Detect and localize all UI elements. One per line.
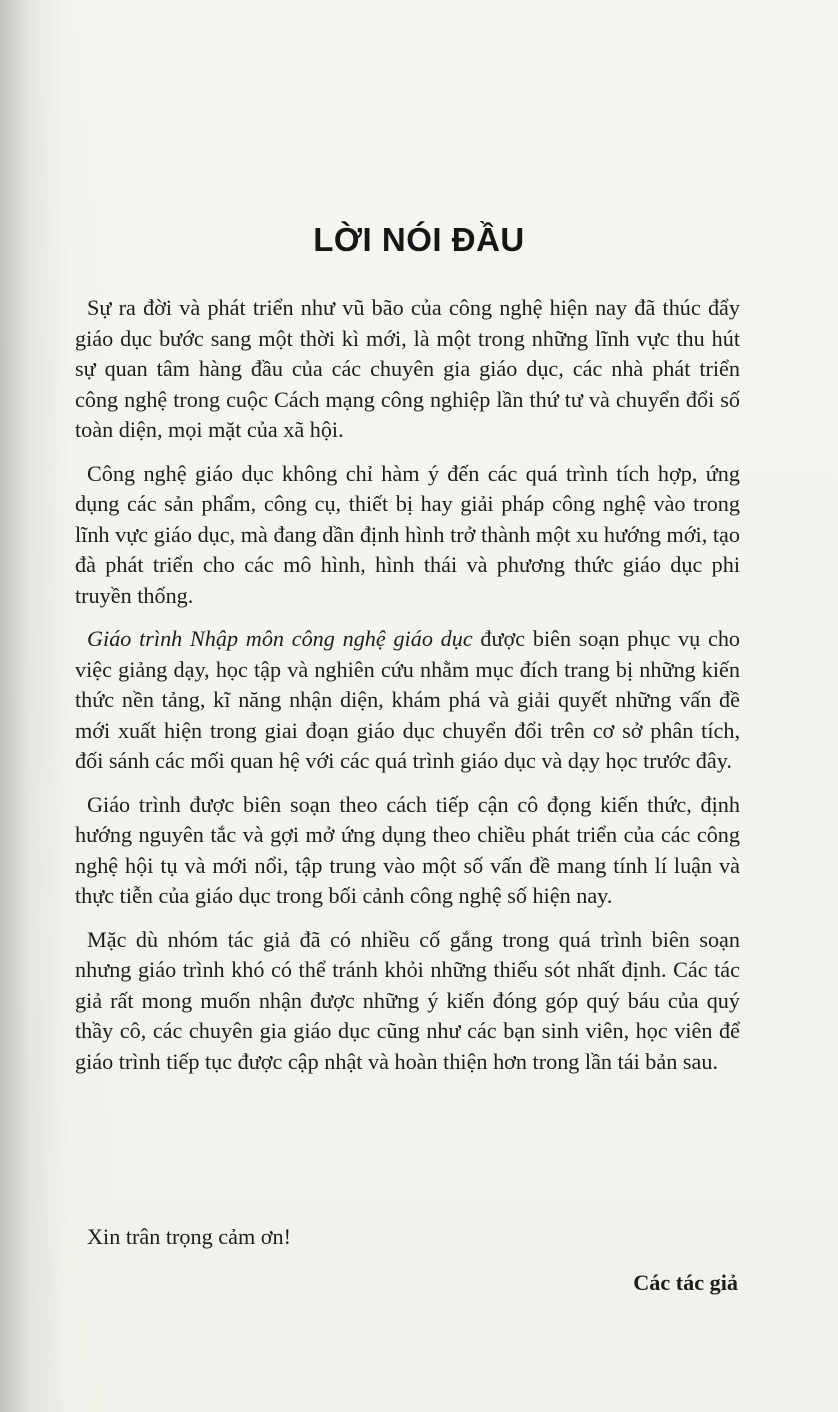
closing-line: Xin trân trọng cảm ơn! <box>87 1224 291 1249</box>
paragraph-5 <box>75 925 740 1078</box>
paragraph-3-text: được biên soạn phục vụ cho việc giảng dạy, học tập và nghiên cứu nhằm mục đích trang bị những kiến thức nền tảng, kĩ năng nhận diện, khám phá và giải quyết những vấn đề mới xuất hiện trong giai đoạn giáo dục chuyển đổi trên cơ sở phân tích, đối sánh các mối quan hệ với các quá trình giáo dục và dạy học trước đây. <box>75 626 741 773</box>
paragraph-1-text: Sự ra đời và phát triển như vũ bão của công nghệ hiện nay đã thúc đẩy giáo dục bước sang một thời kì mới, là một trong những lĩnh vực thu hút sự quan tâm hàng đầu của các chuyên gia giáo dục, các nhà phát triển công nghệ trong cuộc Cách mạng công nghiệp lần thứ tư và chuyển đổi số toàn diện, mọi mặt của xã hội. <box>75 295 740 442</box>
preface-body <box>75 293 740 1090</box>
paragraph-2-text: Công nghệ giáo dục không chỉ hàm ý đến các quá trình tích hợp, ứng dụng các sản phẩm, công cụ, thiết bị hay giải pháp công nghệ vào trong lĩnh vực giáo dục, mà đang dần định hình trở thành một xu hướng mới, tạo đà phát triển cho các mô hình, hình thái và phương thức giáo dục phi truyền thống. <box>75 460 740 608</box>
paragraph-5-text: Mặc dù nhóm tác giả đã có nhiều cố gắng trong quá trình biên soạn nhưng giáo trình khó có thể tránh khỏi những thiếu sót nhất định. Các tác giả rất mong muốn nhận được những ý kiến đóng góp quý báu của quý thầy cô, các chuyên gia giáo dục cũng như các bạn sinh viên, học viên để giáo trình tiếp tục được cập nhật và hoàn thiện hơn trong lần tái bản sau. <box>75 926 740 1074</box>
paragraph-1 <box>75 293 740 446</box>
paragraph-4 <box>75 790 740 912</box>
paragraph-4-text: Giáo trình được biên soạn theo cách tiếp cận cô đọng kiến thức, định hướng nguyên tắc và gợi mở ứng dụng theo chiều phát triển của các công nghệ hội tụ và mới nổi, tập trung vào một số vấn đề mang tính lí luận và thực tiễn của giáo dục trong bối cảnh công nghệ số hiện nay. <box>75 791 740 908</box>
page-title: LỜI NÓI ĐẦU <box>313 221 525 258</box>
paragraph-3 <box>75 624 740 777</box>
paragraph-2 <box>75 459 740 612</box>
author-signature: Các tác giả <box>633 1270 738 1295</box>
book-title: Giáo trình Nhập môn công nghệ giáo dục <box>87 626 473 651</box>
